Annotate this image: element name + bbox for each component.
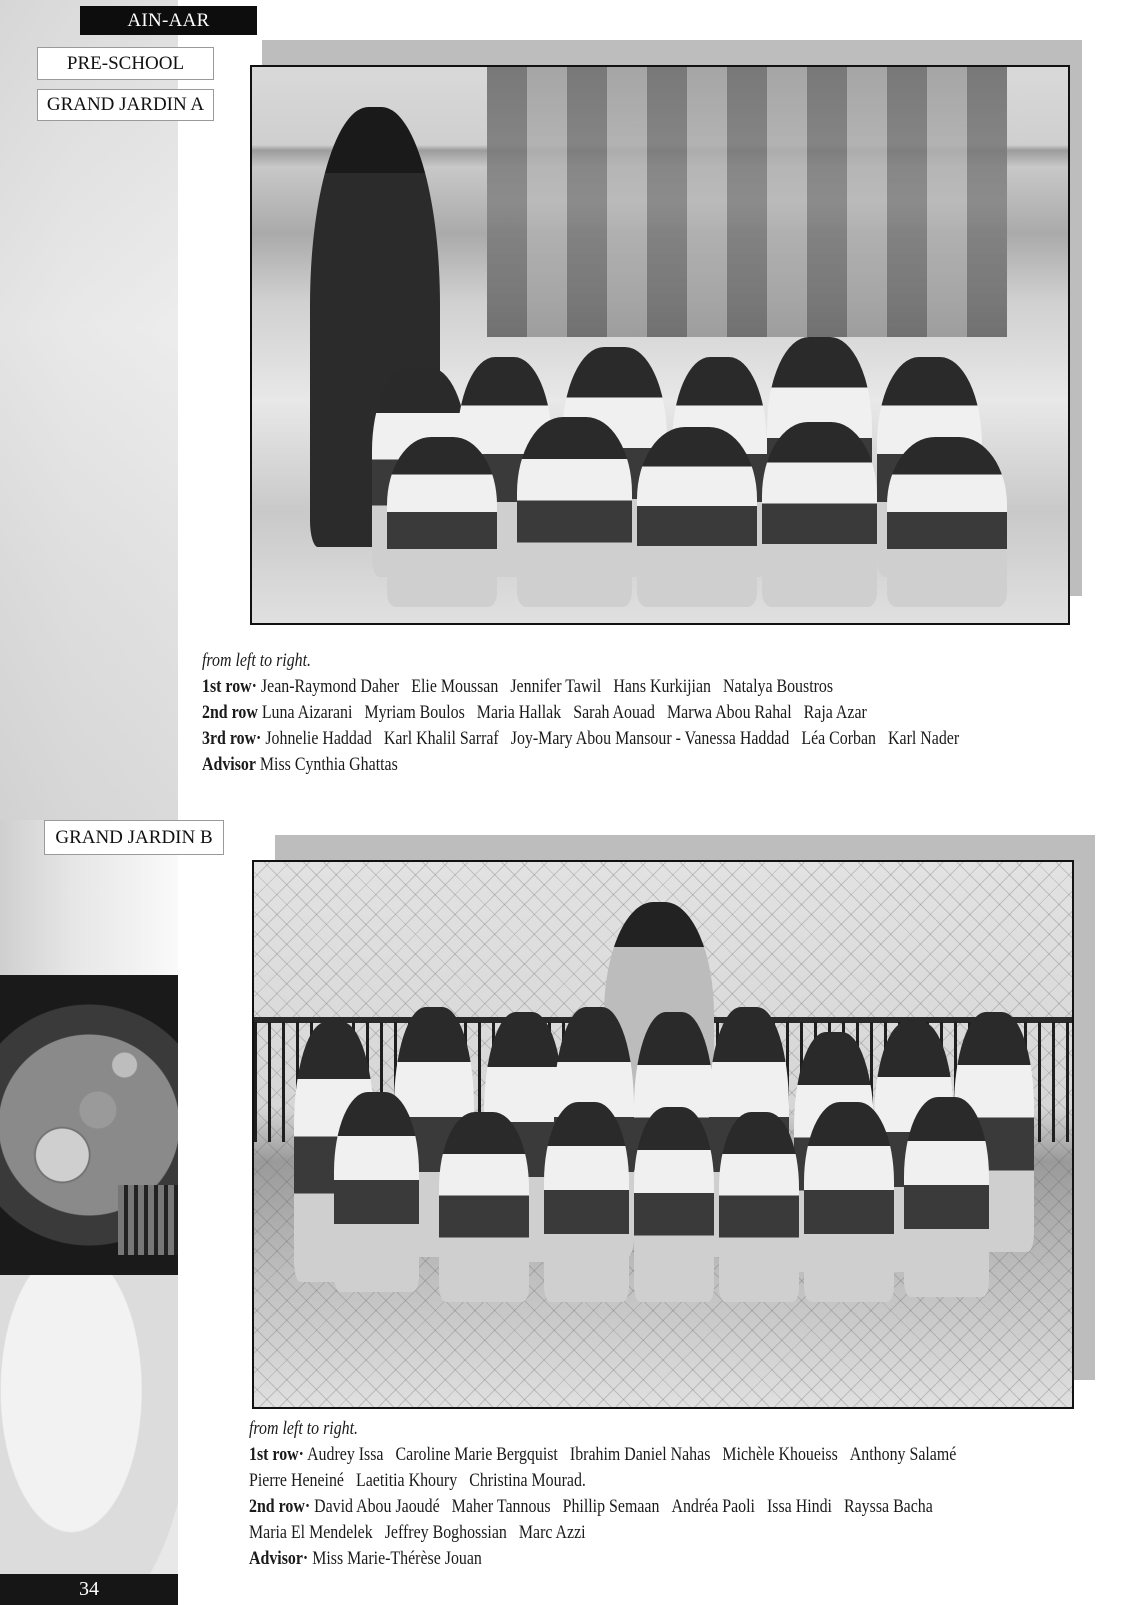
class-b-caption	[249, 1416, 968, 1572]
student-name: Luna Aizarani	[261, 703, 353, 723]
row-label: 3rd row·	[202, 729, 262, 749]
student-name: Karl Nader	[888, 729, 960, 749]
student-figure	[387, 437, 497, 607]
row-line	[202, 674, 971, 700]
student-name: Maria Hallak	[476, 703, 562, 723]
student-name: Pierre Heneiné	[249, 1471, 344, 1491]
student-figure	[637, 427, 757, 607]
student-name: Laetitia Khoury	[356, 1471, 458, 1491]
student-name: Christina Mourad.	[469, 1471, 586, 1491]
student-name: Myriam Boulos	[364, 703, 465, 723]
student-name: Ibrahim Daniel Nahas	[569, 1445, 711, 1465]
student-figure	[719, 1112, 799, 1302]
class-b-photo	[252, 860, 1074, 1409]
student-figure	[804, 1102, 894, 1302]
student-name: Elie Moussan	[411, 677, 499, 697]
student-name: Joy-Mary Abou Mansour - Vanessa Haddad	[510, 729, 790, 749]
student-name: Marc Azzi	[518, 1523, 586, 1543]
student-name: Issa Hindi	[767, 1497, 832, 1517]
row-names	[261, 677, 845, 697]
student-name: Raja Azar	[803, 703, 867, 723]
student-name: Michèle Khoueiss	[722, 1445, 838, 1465]
advisor-line	[249, 1546, 968, 1572]
row-names	[262, 703, 879, 723]
advisor-name: Miss Marie-Thérèse Jouan	[312, 1549, 482, 1569]
row-names	[265, 729, 971, 749]
school-tag: AIN-AAR	[80, 6, 257, 35]
row-label: 1st row·	[202, 677, 257, 697]
student-name: David Abou Jaoudé	[314, 1497, 440, 1517]
class-b-title: GRAND JARDIN B	[44, 820, 224, 855]
caption-intro: from left to right.	[249, 1419, 359, 1439]
student-figure	[334, 1092, 419, 1292]
student-name: Audrey Issa	[307, 1445, 384, 1465]
side-strip-texture	[0, 0, 178, 820]
row-label: 1st row·	[249, 1445, 304, 1465]
student-name: Maher Tannous	[451, 1497, 551, 1517]
row-names	[307, 1445, 968, 1465]
student-name: Léa Corban	[801, 729, 877, 749]
advisor-label: Advisor	[202, 755, 256, 775]
row-line	[249, 1442, 968, 1468]
student-figure	[634, 1107, 714, 1302]
student-figure	[762, 422, 877, 607]
student-name: Caroline Marie Bergquist	[395, 1445, 558, 1465]
student-name: Maria El Mendelek	[249, 1523, 373, 1543]
wall-artwork	[487, 67, 1007, 337]
row-names-continued	[249, 1520, 968, 1546]
caption-intro: from left to right.	[202, 651, 312, 671]
row-names	[314, 1497, 945, 1517]
student-figure	[517, 417, 632, 607]
row-names-continued	[249, 1468, 968, 1494]
student-name: Jennifer Tawil	[510, 677, 602, 697]
row-label: 2nd row	[202, 703, 258, 723]
student-name: Sarah Aouad	[573, 703, 655, 723]
class-a-title: GRAND JARDIN A	[37, 89, 214, 121]
student-name: Karl Khalil Sarraf	[383, 729, 499, 749]
class-a-photo	[250, 65, 1070, 625]
student-name: Jean-Raymond Daher	[260, 677, 400, 697]
clock-face-image	[0, 1275, 178, 1605]
student-name: Hans Kurkijian	[613, 677, 711, 697]
student-name: Phillip Semaan	[562, 1497, 660, 1517]
pocket-watch-image	[0, 975, 178, 1275]
advisor-label: Advisor·	[249, 1549, 309, 1569]
row-line	[249, 1494, 968, 1520]
student-figure	[887, 437, 1007, 607]
student-figure	[544, 1102, 629, 1302]
advisor-name: Miss Cynthia Ghattas	[259, 755, 398, 775]
student-name: Marwa Abou Rahal	[667, 703, 792, 723]
student-name: Rayssa Bacha	[844, 1497, 933, 1517]
row-line	[202, 726, 971, 752]
student-figure	[439, 1112, 529, 1302]
page-number: 34	[0, 1574, 178, 1605]
row-label: 2nd row·	[249, 1497, 311, 1517]
student-name: Natalya Boustros	[723, 677, 834, 697]
advisor-line	[202, 752, 971, 778]
student-name: Johnelie Haddad	[265, 729, 372, 749]
section-label: PRE-SCHOOL	[37, 47, 214, 80]
row-line	[202, 700, 971, 726]
class-a-caption	[202, 648, 971, 778]
student-name: Andréa Paoli	[671, 1497, 755, 1517]
student-name: Jeffrey Boghossian	[384, 1523, 507, 1543]
student-name: Anthony Salamé	[849, 1445, 957, 1465]
student-figure	[904, 1097, 989, 1297]
